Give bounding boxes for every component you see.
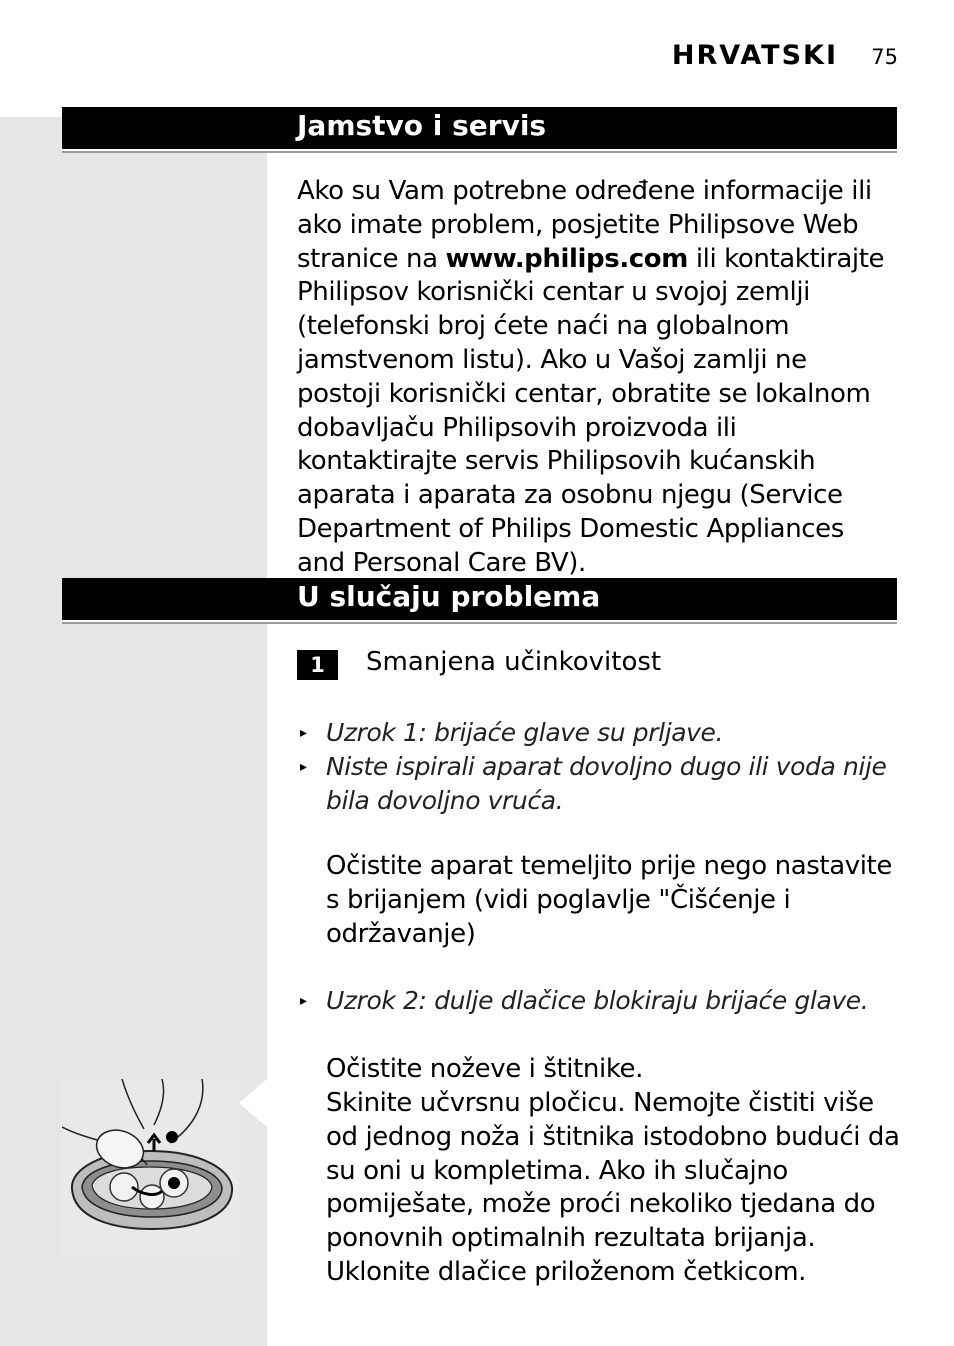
section-heading-troubleshooting	[62, 578, 897, 622]
header-language: HRVATSKI	[671, 40, 838, 71]
section-title: U slučaju problema	[297, 580, 601, 613]
cause-1-detail: Niste ispirali aparat dovoljno dugo ili voda nije bila dovoljno vruća.	[326, 752, 887, 815]
bullet-icon: ▸	[300, 993, 308, 1009]
warranty-text-1: Ako su Vam potrebne određene informacije ili ako imate problem, posjetite Philipsove Web stranice na	[297, 176, 872, 274]
bullet-icon: ▸	[300, 725, 308, 741]
cause-2: Uzrok 2: dulje dlačice blokiraju brijaće glave.	[326, 986, 869, 1015]
cause-1: Uzrok 1: brijaće glave su prljave.	[326, 718, 724, 747]
bullet-icon: ▸	[300, 759, 308, 775]
warranty-paragraph	[297, 175, 897, 581]
section-heading-warranty	[62, 107, 897, 151]
warranty-text-2: ili kontaktirajte Philipsov korisnički centar u svojoj zemlji (telefonski broj ćete naći na globalnom jamstvenom listu). Ako u Vašoj zamlji ne postoji korisnički centar, obratite se lokalnom dobavljaču Philipsovih proizvoda ili kontaktirajte servis Philipsovih kućanskih aparata i aparata za osobnu njegu (Service Department of Philips Domestic Appliances and Personal Care BV).	[297, 243, 885, 578]
remedy-2-title: Očistite noževe i štitnike.	[326, 1054, 644, 1084]
illustration-pointer	[239, 1079, 267, 1127]
remedy-2-text: Skinite učvrsnu pločicu. Nemojte čistiti više od jednog noža i štitnika istodobno budući da su oni u kompletima. Ako ih slučajno pomiješate, može proći nekoliko tjedana do ponovnih optimalnih rezultata brijanja. Uklonite dlačice priloženom četkicom.	[326, 1088, 900, 1287]
remedy-1: Očistite aparat temeljito prije nego nastavite s brijanjem (vidi poglavlje "Čišćenje i održavanje)	[326, 851, 892, 949]
page-number: 75	[871, 45, 898, 69]
step-number-badge: 1	[297, 650, 338, 680]
step-title: Smanjena učinkovitost	[366, 647, 662, 677]
shaving-head-illustration	[62, 1079, 239, 1256]
section-title: Jamstvo i servis	[297, 109, 547, 142]
shaver-head-icon	[62, 1079, 239, 1256]
philips-link[interactable]: www.philips.com	[445, 243, 688, 274]
